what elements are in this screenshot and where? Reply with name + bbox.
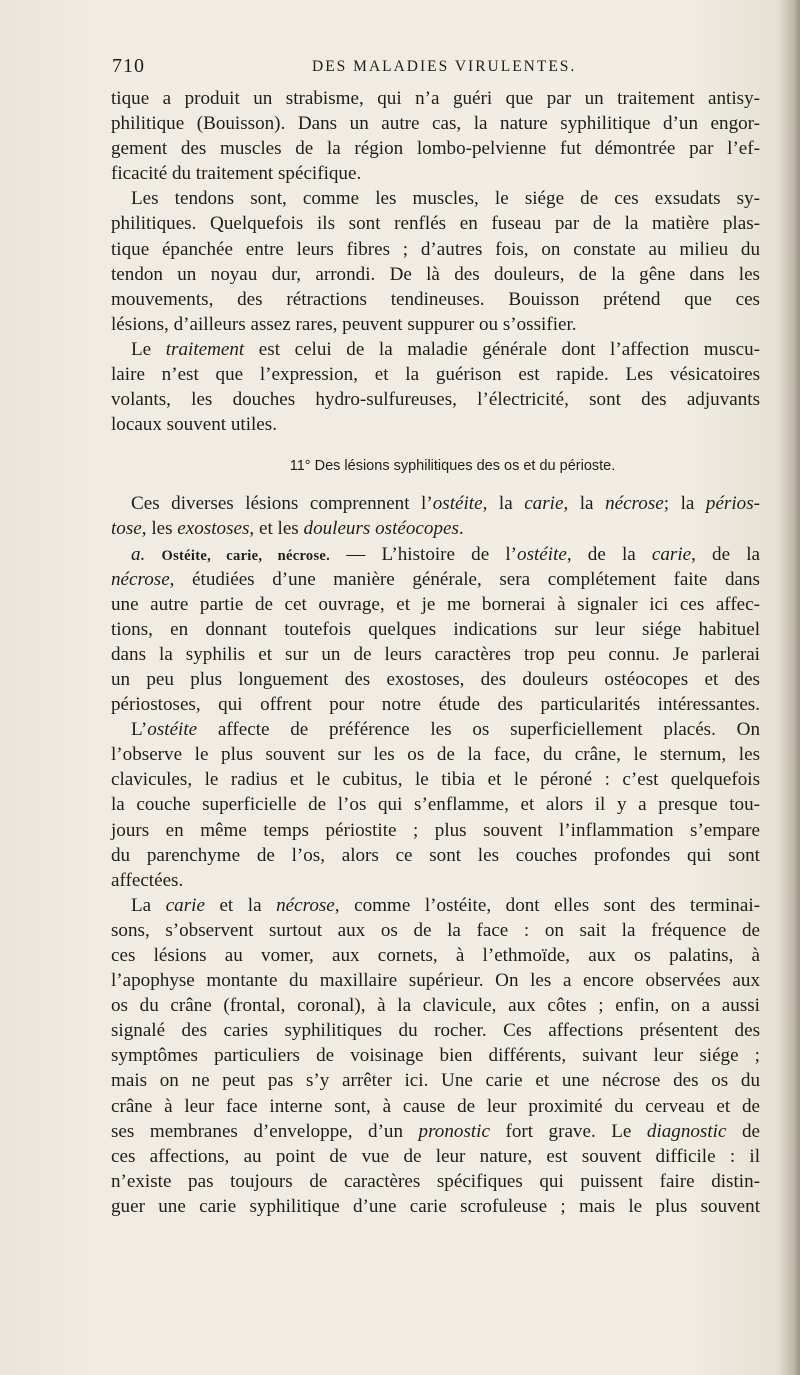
text-run: , la <box>482 493 525 515</box>
text-run: . <box>458 518 464 540</box>
text-line: affectées. <box>111 869 184 891</box>
text-line <box>111 893 760 918</box>
italic-term: carie <box>524 493 564 515</box>
text-line <box>111 491 760 516</box>
italic-term: ostéite <box>147 719 198 741</box>
subsection-label: a. <box>131 543 146 565</box>
text-line: tique a produit un strabisme, qui n’a guéri que par un traitement antisy- <box>111 88 760 109</box>
subsection-title: Ostéite, carie, nécrose. <box>161 547 331 564</box>
text-line <box>111 337 760 362</box>
text-line <box>111 1119 760 1144</box>
text-run: affecte de préférence les os superficiellement placés. On <box>197 719 760 741</box>
text-line: philitiques. Quelquefois ils sont renflés en fuseau par de la matière plas- <box>111 213 760 235</box>
text-line <box>111 567 760 592</box>
italic-term: douleurs ostéocopes <box>303 518 459 540</box>
text-line: ces lésions au vomer, aux cornets, à l’ethmoïde, aux os palatins, à <box>111 945 760 966</box>
italic-term: traitement <box>165 338 245 360</box>
italic-term: pronostic <box>418 1120 490 1142</box>
italic-term: ostéite <box>517 543 567 565</box>
italic-term: diagnostic <box>646 1120 727 1142</box>
text-line <box>111 717 760 742</box>
text-line: l’apophyse montante du maxillaire supérieur. On les a encore observées aux <box>111 970 760 992</box>
text-line: signalé des caries syphilitiques du rocher. Ces affections présentent des <box>111 1020 760 1042</box>
text-line: n’existe pas toujours de caractères spécifiques qui puissent faire distin- <box>111 1170 760 1192</box>
text-run: de <box>726 1120 760 1142</box>
text-line: crâne à leur face interne sont, à cause de leur proximité du cerveau et de <box>111 1095 760 1117</box>
italic-term: carie <box>165 894 205 916</box>
text-line: un peu plus longuement des exostoses, des douleurs ostéocopes et des <box>111 668 760 690</box>
italic-term: périos- <box>705 493 760 515</box>
text-line: du parenchyme de l’os, alors ce sont les couches profondes qui sont <box>111 844 760 866</box>
text-run: , de la <box>691 543 761 565</box>
text-line: jours en même temps périostite ; plus souvent l’inflammation s’empare <box>111 819 760 841</box>
text-run: , comme l’ostéite, dont elles sont des terminai- <box>334 894 760 916</box>
text-line: l’observe le plus souvent sur les os de la face, du crâne, le sternum, les <box>111 744 760 766</box>
text-run: fort grave. Le <box>489 1120 647 1142</box>
text-run: L’ <box>131 719 148 741</box>
body-text <box>111 86 760 1219</box>
text-line: ficacité du traitement spécifique. <box>111 163 362 185</box>
running-title: DES MALADIES VIRULENTES. <box>312 58 577 75</box>
text-line: une autre partie de cet ouvrage, et je me bornerai à signaler ici ces affec- <box>111 593 760 615</box>
text-run: ; la <box>663 493 706 515</box>
text-line <box>111 516 760 541</box>
text-line: mais on ne peut pas s’y arrêter ici. Une carie et une nécrose des os du <box>111 1070 760 1092</box>
text-run: , étudiées d’une manière générale, sera complétement faite dans <box>169 568 760 590</box>
text-run: , de la <box>566 543 652 565</box>
text-line: tendon un noyau dur, arrondi. De là des douleurs, de la gêne dans les <box>111 263 760 285</box>
text-line: ces affections, au point de vue de leur nature, est souvent difficile : il <box>111 1145 760 1167</box>
italic-term: exostoses <box>177 518 250 540</box>
text-run: Ces diverses lésions comprennent l’ <box>131 493 433 515</box>
text-line: clavicules, le radius et le cubitus, le tibia et le péroné : c’est quelquefois <box>111 769 760 791</box>
text-line: locaux souvent utiles. <box>111 414 277 436</box>
text-line: volants, les douches hydro-sulfureuses, l’électricité, sont des adjuvants <box>111 389 760 411</box>
text-line: lésions, d’ailleurs assez rares, peuvent suppurer ou s’ossifier. <box>111 313 577 335</box>
italic-term: nécrose <box>111 568 170 590</box>
text-line: tique épanchée entre leurs fibres ; d’autres fois, on constate au milieu du <box>111 238 760 260</box>
text-line: mouvements, des rétractions tendineuses. Bouisson prétend que ces <box>111 288 760 310</box>
text-run: est celui de la maladie générale dont l’affection muscu- <box>244 338 761 360</box>
text-run: Le <box>131 338 166 360</box>
text-run: ses membranes d’enveloppe, d’un <box>111 1120 419 1142</box>
text-line: philitique (Bouisson). Dans un autre cas, la nature syphilitique d’un engor- <box>111 113 760 135</box>
text-line: laire n’est que l’expression, et la guérison est rapide. Les vésicatoires <box>111 364 760 386</box>
italic-term: ostéite <box>432 493 483 515</box>
text-run: La <box>131 894 166 916</box>
italic-term: nécrose <box>605 493 664 515</box>
page-edge-shadow <box>778 0 800 1375</box>
text-line: gement des muscles de la région lombo-pelvienne fut démontrée par l’ef- <box>111 138 760 160</box>
text-run: — L’histoire de l’ <box>330 543 518 565</box>
text-line: os du crâne (frontal, coronal), à la clavicule, aux côtes ; enfin, on a aussi <box>111 995 760 1017</box>
text-line: Les tendons sont, comme les muscles, le siége de ces exsudats sy- <box>131 188 760 210</box>
text-line: tions, en donnant toutefois quelques indications sur leur siége habituel <box>111 618 760 640</box>
text-run: , les <box>141 518 178 540</box>
page-number: 710 <box>112 55 145 77</box>
text-line: dans la syphilis et sur un de leurs caractères trop peu connu. Je parlerai <box>111 643 760 665</box>
italic-term: nécrose <box>276 894 335 916</box>
text-line: symptômes particuliers de voisinage bien différents, suivant leur siége ; <box>111 1045 760 1067</box>
text-line: sons, s’observent surtout aux os de la face : on sait la fréquence de <box>111 919 760 941</box>
text-line: la couche superficielle de l’os qui s’enflamme, et alors il y a presque tou- <box>111 794 760 816</box>
section-heading: 11° Des lésions syphilitiques des os et du périoste. <box>289 458 616 475</box>
text-run: , et les <box>249 518 304 540</box>
text-line: guer une carie syphilitique d’une carie scrofuleuse ; mais le plus souvent <box>111 1195 760 1217</box>
text-line: périostoses, qui offrent pour notre étude des particularités intéressantes. <box>111 694 760 716</box>
text-run: , la <box>563 493 606 515</box>
text-run: et la <box>204 894 277 916</box>
italic-term: tose <box>111 518 142 540</box>
italic-term: carie <box>651 543 692 565</box>
page-header <box>112 55 752 85</box>
text-line <box>111 542 760 567</box>
